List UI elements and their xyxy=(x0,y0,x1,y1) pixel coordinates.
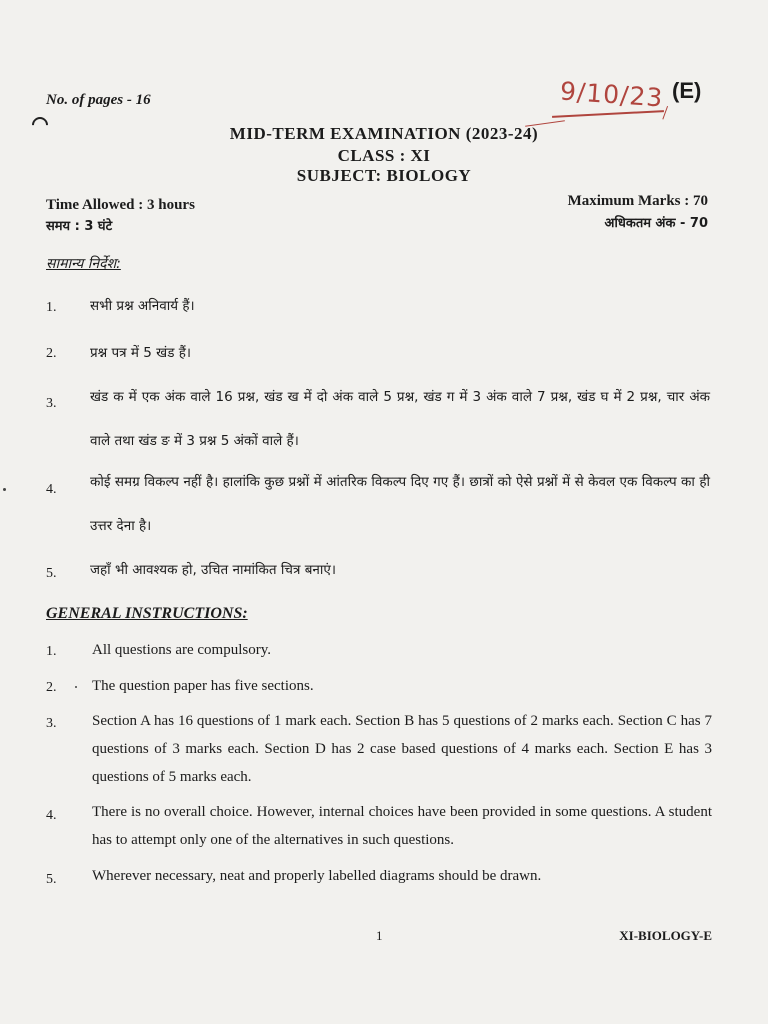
class-title: CLASS : XI xyxy=(337,146,431,165)
hindi-item-text: सभी प्रश्न अनिवार्य हैं। xyxy=(90,298,195,314)
hindi-item-text: जहाँ भी आवश्यक हो, उचित नामांकित चित्र बनाएं। xyxy=(90,562,336,578)
scan-speck xyxy=(75,686,77,688)
hindi-item-number: 3. xyxy=(46,396,57,411)
general-item-text: There is no overall choice. However, internal choices have been provided in some questions. A student has to attempt only one of the alternatives in such questions. xyxy=(92,804,712,848)
time-allowed-en: Time Allowed : 3 hours xyxy=(46,197,195,213)
general-item-number: 5. xyxy=(46,872,57,887)
paper-code: XI-BIOLOGY-E xyxy=(619,928,712,943)
max-marks-hi: अधिकतम अंक - 70 xyxy=(604,216,708,231)
general-item-number: 4. xyxy=(46,808,57,823)
general-item-text: Wherever necessary, neat and properly labelled diagrams should be drawn. xyxy=(92,868,542,884)
hindi-item-text: खंड क में एक अंक वाले 16 प्रश्न, खंड ख में दो अंक वाले 5 प्रश्न, खंड ग में 3 अंक वाले 7 प्रश्न, खंड घ में 2 प्रश्न, चार अंक वाले तथा खंड ङ में 3 प्रश्न 5 अंकों वाले हैं। xyxy=(90,389,710,449)
page-number: 1 xyxy=(376,928,383,943)
hindi-item-text: कोई समग्र विकल्प नहीं है। हालांकि कुछ प्रश्नों में आंतरिक विकल्प दिए गए हैं। छात्रों को ऐसे प्रश्नों में से केवल एक विकल्प का ही उत्तर देना है। xyxy=(90,474,710,534)
general-item-text: All questions are compulsory. xyxy=(92,642,271,658)
hindi-item-number: 4. xyxy=(46,482,57,497)
pages-note: No. of pages - 16 xyxy=(46,92,151,108)
hindi-instructions-heading: सामान्य निर्देश: xyxy=(46,256,121,272)
general-item-number: 2. xyxy=(46,680,57,695)
general-instructions-heading: GENERAL INSTRUCTIONS: xyxy=(46,605,248,622)
general-item-text: The question paper has five sections. xyxy=(92,678,314,694)
hindi-item-number: 1. xyxy=(46,300,57,315)
time-allowed-hi: समय : 3 घंटे xyxy=(46,219,113,234)
hindi-item-text: प्रश्न पत्र में 5 खंड हैं। xyxy=(90,345,192,361)
subject-title: SUBJECT: BIOLOGY xyxy=(296,166,472,185)
version-code: (E) xyxy=(672,78,702,103)
handwritten-date: 9/10/23 xyxy=(559,76,665,113)
general-item-number: 3. xyxy=(46,716,57,731)
general-item-number: 1. xyxy=(46,644,57,659)
scan-speck xyxy=(3,488,6,491)
max-marks-en: Maximum Marks : 70 xyxy=(567,193,708,209)
hindi-item-number: 5. xyxy=(46,566,57,581)
exam-title: MID-TERM EXAMINATION (2023-24) xyxy=(229,124,539,143)
handwritten-underline xyxy=(552,110,664,118)
general-item-text: Section A has 16 questions of 1 mark each. Section B has 5 questions of 2 marks each. Section C has 7 questions of 3 marks each. Section D has 2 case based questions of 4 marks each. Section E has 3 questions of 5 marks each. xyxy=(92,713,712,785)
hindi-item-number: 2. xyxy=(46,346,57,361)
